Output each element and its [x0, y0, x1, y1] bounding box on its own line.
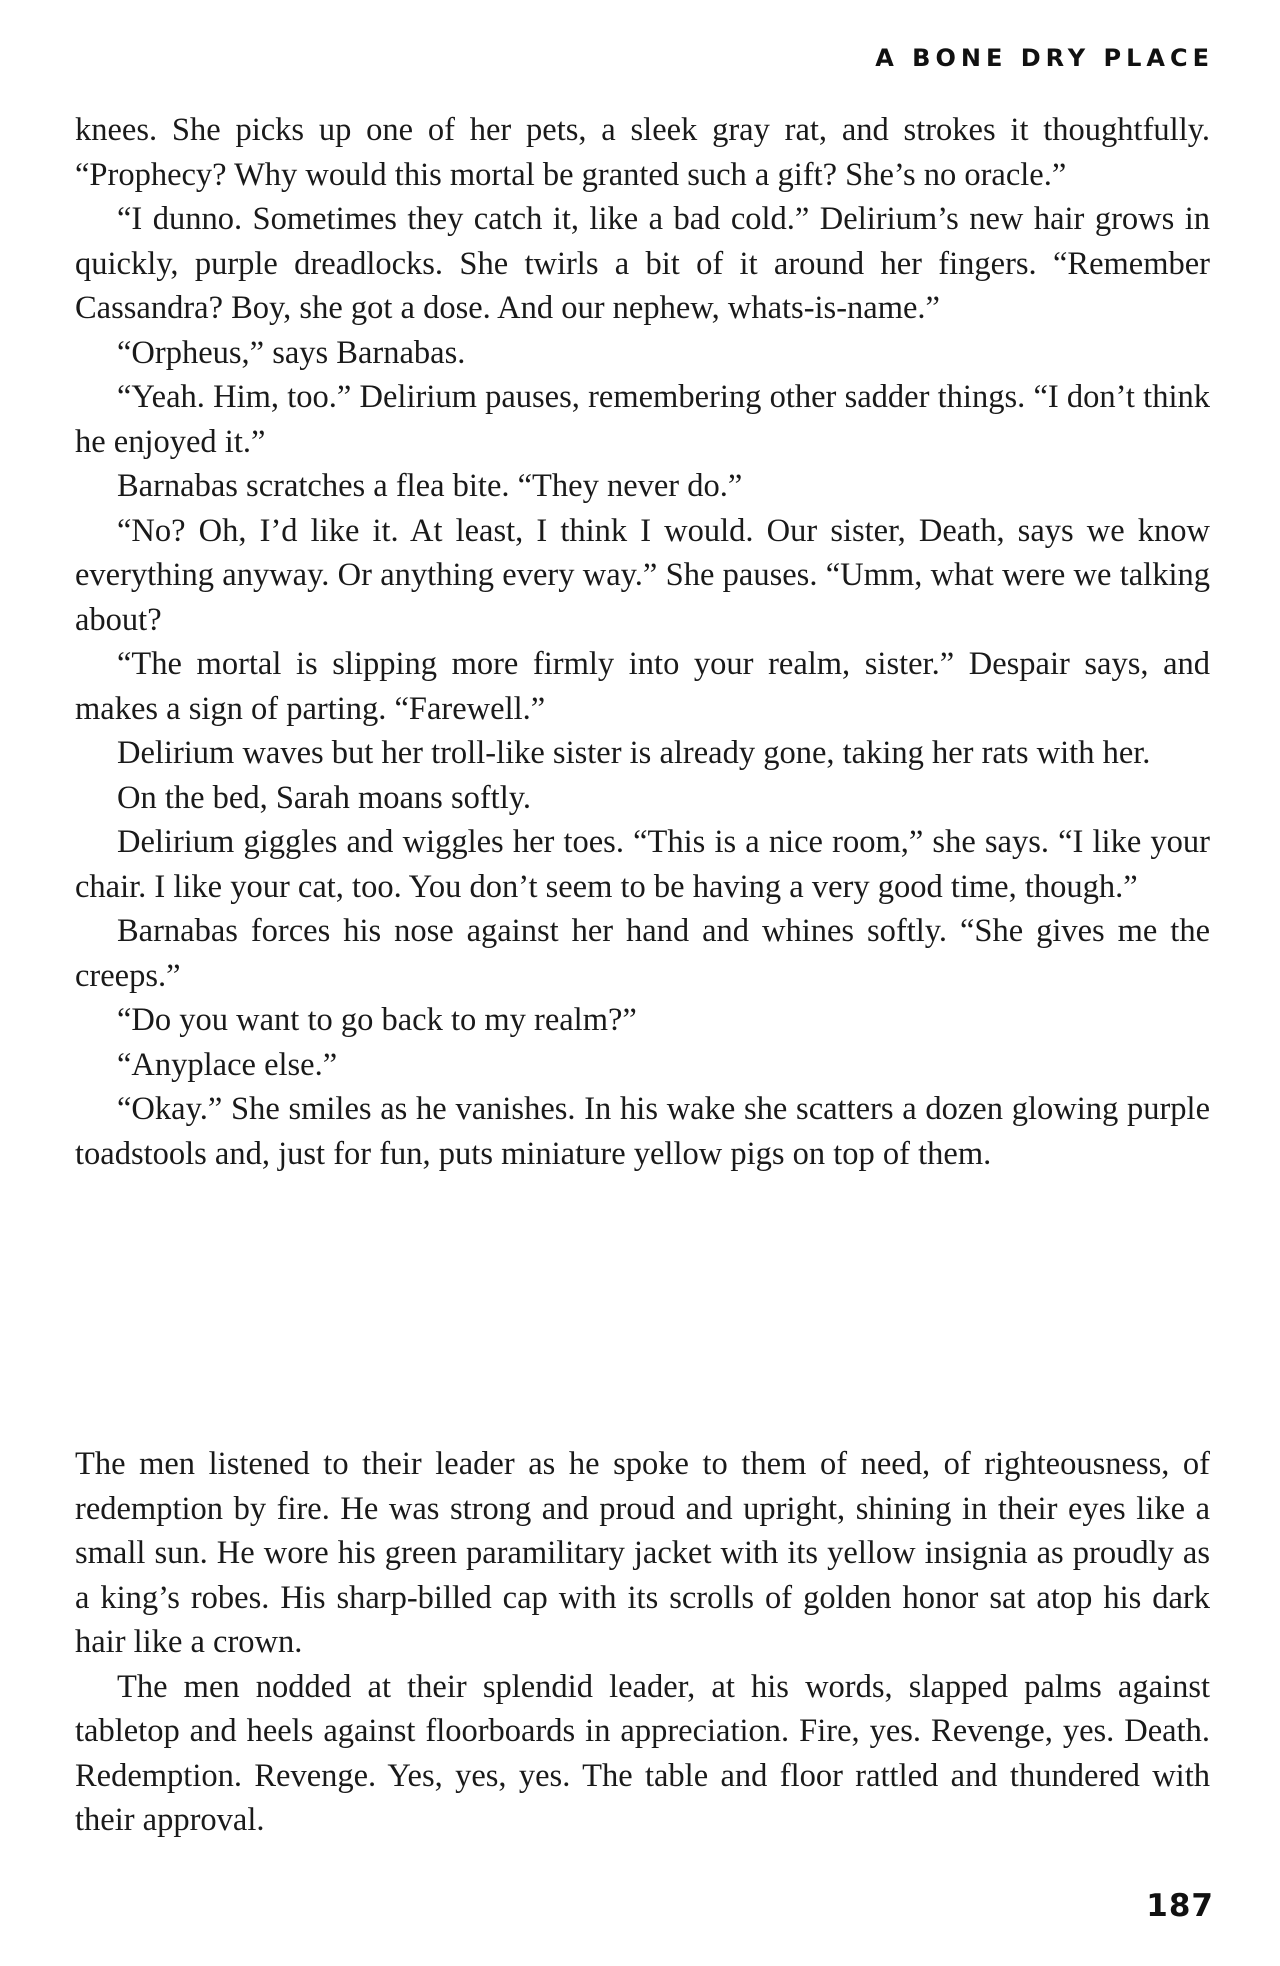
- paragraph: Delirium waves but her troll-like sister is already gone, taking her rats with her.: [117, 735, 1151, 771]
- paragraph: Barnabas scratches a flea bite. “They never do.”: [117, 468, 743, 504]
- paragraph: “Okay.” She smiles as he vanishes. In his wake she scatters a dozen glowing purple toadstools and, just for fun, puts miniature yellow pigs on top of them.: [75, 1091, 1210, 1172]
- running-head: A BONE DRY PLACE: [875, 44, 1214, 72]
- paragraph: Barnabas forces his nose against her hand and whines softly. “She gives me the creeps.”: [75, 913, 1210, 994]
- page-number: 187: [1146, 1888, 1214, 1924]
- paragraph: “Orpheus,” says Barnabas.: [117, 334, 466, 371]
- paragraph: On the bed, Sarah moans softly.: [117, 779, 531, 816]
- paragraph: “The mortal is slipping more firmly into your realm, sister.” Despair says, and makes a sign of parting. “Farewell.”: [75, 646, 1210, 727]
- section-2: [75, 1442, 1210, 1843]
- section-1: [75, 108, 1210, 1176]
- paragraph: The men nodded at their splendid leader, at his words, slapped palms against tabletop and heels against floorboards in appreciation. Fire, yes. Revenge, yes. Death. Redemption. Revenge. Yes, yes, yes. The table and floor rattled and thundered with their approval.: [75, 1668, 1210, 1838]
- paragraph: “Anyplace else.”: [117, 1046, 338, 1083]
- paragraph: Delirium giggles and wiggles her toes. “This is a nice room,” she says. “I like your chair. I like your cat, too. You don’t seem to be having a very good time, though.”: [75, 824, 1210, 905]
- paragraph: “Yeah. Him, too.” Delirium pauses, remembering other sadder things. “I don’t think he enjoyed it.”: [75, 379, 1210, 460]
- paragraph: “Do you want to go back to my realm?”: [117, 1002, 637, 1038]
- paragraph: “I dunno. Sometimes they catch it, like a bad cold.” Delirium’s new hair grows in quickly, purple dreadlocks. She twirls a bit of it around her fingers. “Remember Cassandra? Boy, she got a dose. And our nephew, whats-is-name.”: [75, 201, 1210, 326]
- paragraph: “No? Oh, I’d like it. At least, I think I would. Our sister, Death, says we know everything anyway. Or anything every way.” She pauses. “Umm, what were we talking about?: [75, 512, 1210, 638]
- paragraph: The men listened to their leader as he spoke to them of need, of righteousness, of redemption by fire. He was strong and proud and upright, shining in their eyes like a small sun. He wore his green paramilitary jacket with its yellow insignia as proudly as a king’s robes. His sharp-billed cap with its scrolls of golden honor sat atop his dark hair like a crown.: [75, 1446, 1210, 1660]
- paragraph: knees. She picks up one of her pets, a sleek gray rat, and strokes it thoughtfully. “Prophecy? Why would this mortal be granted such a gift? She’s no oracle.”: [75, 112, 1210, 193]
